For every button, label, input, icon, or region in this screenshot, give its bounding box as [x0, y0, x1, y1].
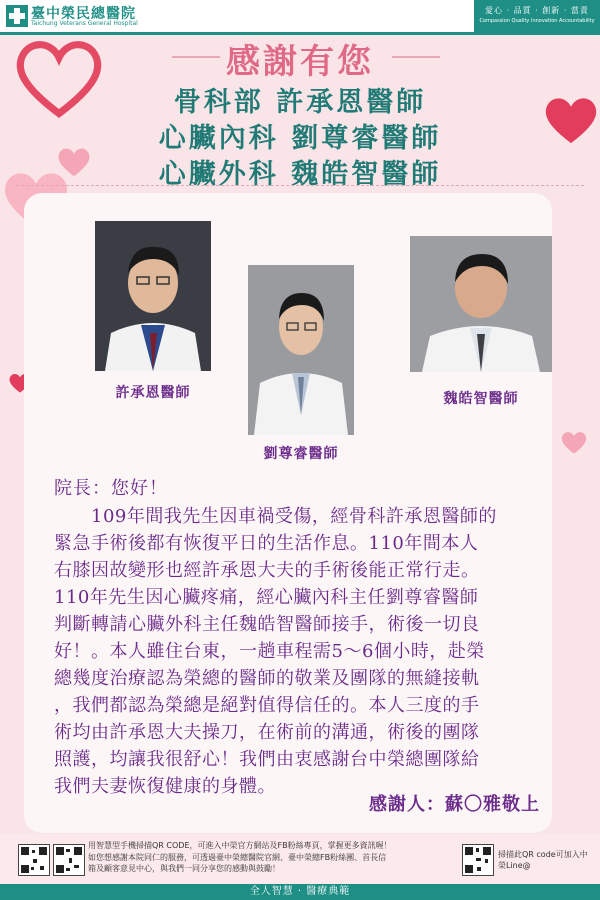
header-bar [0, 0, 600, 32]
hospital-name-zh: 臺中榮民總醫院 [31, 6, 136, 22]
letter-line: 右膝因故變形也經許承恩大夫的手術後能正常行走。 [54, 560, 480, 581]
motto-box [474, 0, 600, 32]
doctor-photo-wei [410, 236, 552, 372]
letter-line: 110年先生因心臟疼痛，經心臟內科主任劉尊睿醫師 [54, 587, 479, 608]
bottom-slogan-bar: 全人智慧 · 醫療典範 [0, 884, 600, 900]
letter-body [54, 503, 548, 800]
divider [16, 185, 584, 186]
doctor-photo-hsu [95, 221, 211, 371]
letter-line: 總幾度治療認為榮總的醫師的敬業及團隊的無縫接軌 [54, 668, 480, 689]
footer-info [88, 840, 448, 875]
footer-line: 箱及顧客意見中心，與我們一同分享您的感動與鼓勵！ [88, 864, 280, 873]
line-qr-code-icon[interactable] [462, 844, 494, 876]
letter-line: 109年間我先生因車禍受傷，經骨科許承恩醫師的 [54, 506, 497, 527]
heart-icon [560, 430, 588, 455]
qr-code-icon[interactable] [53, 844, 85, 876]
footer-line: 如您想感謝本院同仁的服務，可透過臺中榮總醫院官網、臺中榮總FB粉絲團、首長信 [88, 852, 387, 862]
letter-line: 照護，均讓我很舒心！我們由衷感謝台中榮總團隊給 [54, 749, 480, 770]
letter-greeting: 院長：您好！ [54, 478, 168, 499]
line-qr-caption: 掃描此QR code可加入中榮Line@ [498, 850, 588, 870]
page-title: 感謝有您 [226, 42, 374, 82]
letter-line: 判斷轉請心臟外科主任魏皓智醫師接手，術後一切良 [54, 614, 480, 635]
hospital-logo-icon [6, 5, 28, 27]
doctor-line-cardiology: 心臟內科 劉尊睿醫師 [158, 123, 442, 154]
letter-line: 我們夫妻恢復健康的身體。 [54, 776, 276, 797]
motto-en: Compassion Quality Innovation Accountability [479, 18, 595, 24]
letter-line: 好！。本人雖住台東，一趟車程需5～6個小時，赴榮 [54, 641, 485, 662]
photo-caption-wei: 魏皓智醫師 [443, 391, 519, 407]
hospital-name-en: Taichung Veterans General Hospital [31, 20, 138, 27]
motto-zh: 愛心 · 品質 · 創新 · 當責 [485, 6, 589, 15]
letter-signature: 感謝人：蘇〇雅敬上 [369, 794, 540, 815]
qr-code-icon[interactable] [18, 844, 50, 876]
letter-line: 術均由許承恩大夫操刀，在術前的溝通，術後的團隊 [54, 722, 480, 743]
photo-caption-liu: 劉尊睿醫師 [263, 446, 339, 462]
doctor-line-cardiac-surgery: 心臟外科 魏皓智醫師 [158, 159, 442, 190]
doctor-line-orthopedics: 骨科部 許承恩醫師 [173, 87, 427, 118]
letter-line: 緊急手術後都有恢復平日的生活作息。110年間本人 [54, 533, 479, 554]
letter-line: ，我們都認為榮總是絕對值得信任的。本人三度的手 [54, 695, 480, 716]
photo-caption-hsu: 許承恩醫師 [115, 385, 191, 401]
doctor-photo-liu [248, 265, 354, 435]
footer-line: 用智慧型手機掃描QR CODE，可進入中榮官方網站及FB粉絲專頁，掌握更多資訊喔！ [88, 841, 392, 850]
